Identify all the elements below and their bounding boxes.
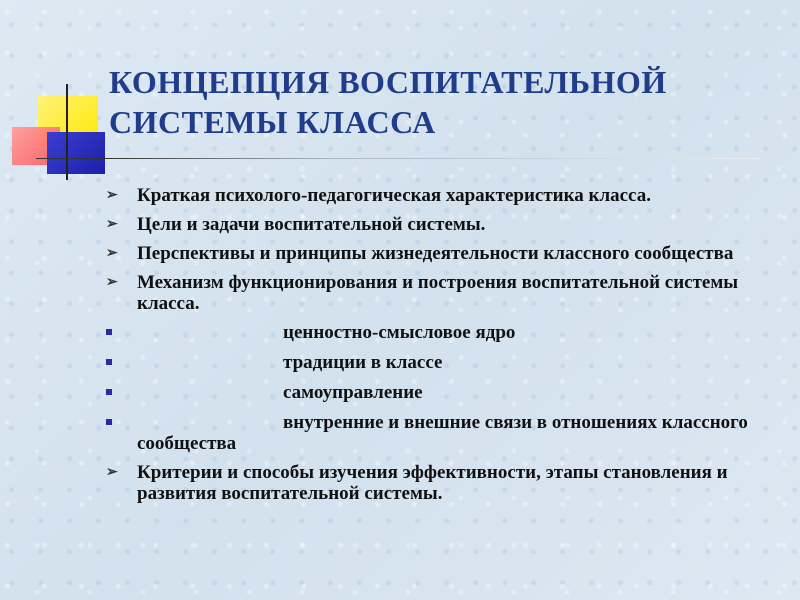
- square-bullet-icon: [106, 329, 112, 335]
- blue-square: [47, 132, 105, 174]
- bullet-list: [106, 185, 766, 512]
- list-item: [106, 382, 766, 403]
- square-bullet-icon: [106, 359, 112, 365]
- square-bullet-icon: [106, 419, 112, 425]
- list-item-text: ценностно-смысловое ядро: [283, 322, 516, 343]
- arrow-bullet-icon: ➢: [106, 188, 118, 203]
- arrow-bullet-icon: ➢: [106, 217, 118, 232]
- list-item-text: внутренние и внешние связи в отношениях классного сообщества: [137, 412, 748, 454]
- title-divider: [36, 158, 760, 159]
- title-line-2: СИСТЕМЫ КЛАССА: [109, 104, 436, 140]
- list-item: [106, 352, 766, 373]
- decorative-squares: [0, 0, 120, 190]
- slide-title: [109, 62, 769, 142]
- list-item-text: самоуправление: [283, 382, 423, 403]
- list-item: [106, 462, 766, 504]
- list-item-text: Цели и задачи воспитательной системы.: [137, 214, 486, 235]
- arrow-bullet-icon: ➢: [106, 275, 118, 290]
- list-item: [106, 214, 766, 235]
- arrow-bullet-icon: ➢: [106, 246, 118, 261]
- square-bullet-icon: [106, 389, 112, 395]
- arrow-bullet-icon: ➢: [106, 465, 118, 480]
- vertical-line: [66, 84, 68, 180]
- list-item-text: Механизм функционирования и построения воспитательной системы класса.: [137, 272, 739, 314]
- title-line-1: КОНЦЕПЦИЯ ВОСПИТАТЕЛЬНОЙ: [109, 64, 667, 100]
- list-item: [106, 322, 766, 343]
- list-item-text: Краткая психолого-педагогическая характеристика класса.: [137, 185, 651, 206]
- list-item: [106, 185, 766, 206]
- list-item-text: Критерии и способы изучения эффективности, этапы становления и развития воспитательной системы.: [137, 462, 728, 504]
- list-item: [106, 412, 766, 454]
- list-item-text: традиции в классе: [283, 352, 443, 373]
- list-item-text: Перспективы и принципы жизнедеятельности классного сообщества: [137, 243, 734, 264]
- list-item: [106, 243, 766, 264]
- list-item: [106, 272, 766, 314]
